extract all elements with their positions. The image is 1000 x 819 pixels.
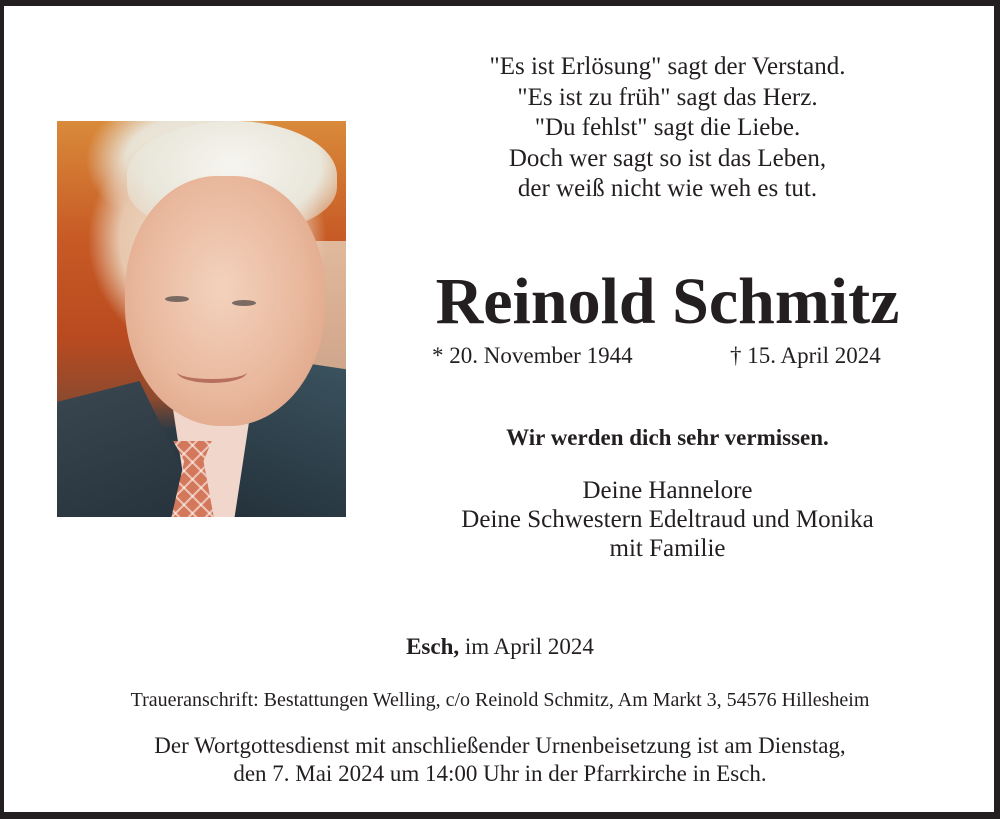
mourner-line: mit Familie (609, 535, 726, 562)
mourning-address: Traueranschrift: Bestattungen Welling, c/o Reinold Schmitz, Am Markt 3, 54576 Hillesheim (130, 689, 870, 711)
poem-line: "Es ist zu früh" sagt das Herz. (517, 83, 818, 111)
service-line: Der Wortgottesdienst mit anschließender Urnenbeisetzung ist am Dienstag, (154, 733, 846, 758)
service-info (0, 732, 1000, 788)
mourner-line: Deine Schwestern Edeltraud und Monika (461, 506, 874, 533)
mourner-line: Deine Hannelore (582, 477, 753, 504)
poem (400, 52, 935, 205)
poem-line: Doch wer sagt so ist das Leben, (508, 144, 827, 172)
death-date: † 15. April 2024 (730, 343, 881, 368)
photo-face (125, 176, 325, 426)
poem-line: der weiß nicht wie weh es tut. (517, 175, 818, 202)
photo-mouth (177, 361, 247, 383)
service-line: den 7. Mai 2024 um 14:00 Uhr in der Pfarrkirche in Esch. (233, 761, 767, 786)
deceased-name: Reinold Schmitz (435, 265, 900, 338)
poem-line: "Es ist Erlösung" sagt der Verstand. (489, 53, 846, 80)
mourners (400, 476, 935, 563)
poem-line: "Du fehlst" sagt die Liebe. (534, 114, 801, 141)
place-date: im April 2024 (459, 634, 594, 659)
place-and-date (0, 632, 1000, 662)
photo-eye-right (232, 300, 256, 306)
portrait-photo (57, 121, 346, 517)
photo-eye-left (165, 296, 189, 302)
birth-date: * 20. November 1944 (432, 343, 633, 368)
place-name: Esch, (406, 634, 460, 659)
closing-line: Wir werden dich sehr vermissen. (506, 425, 829, 450)
